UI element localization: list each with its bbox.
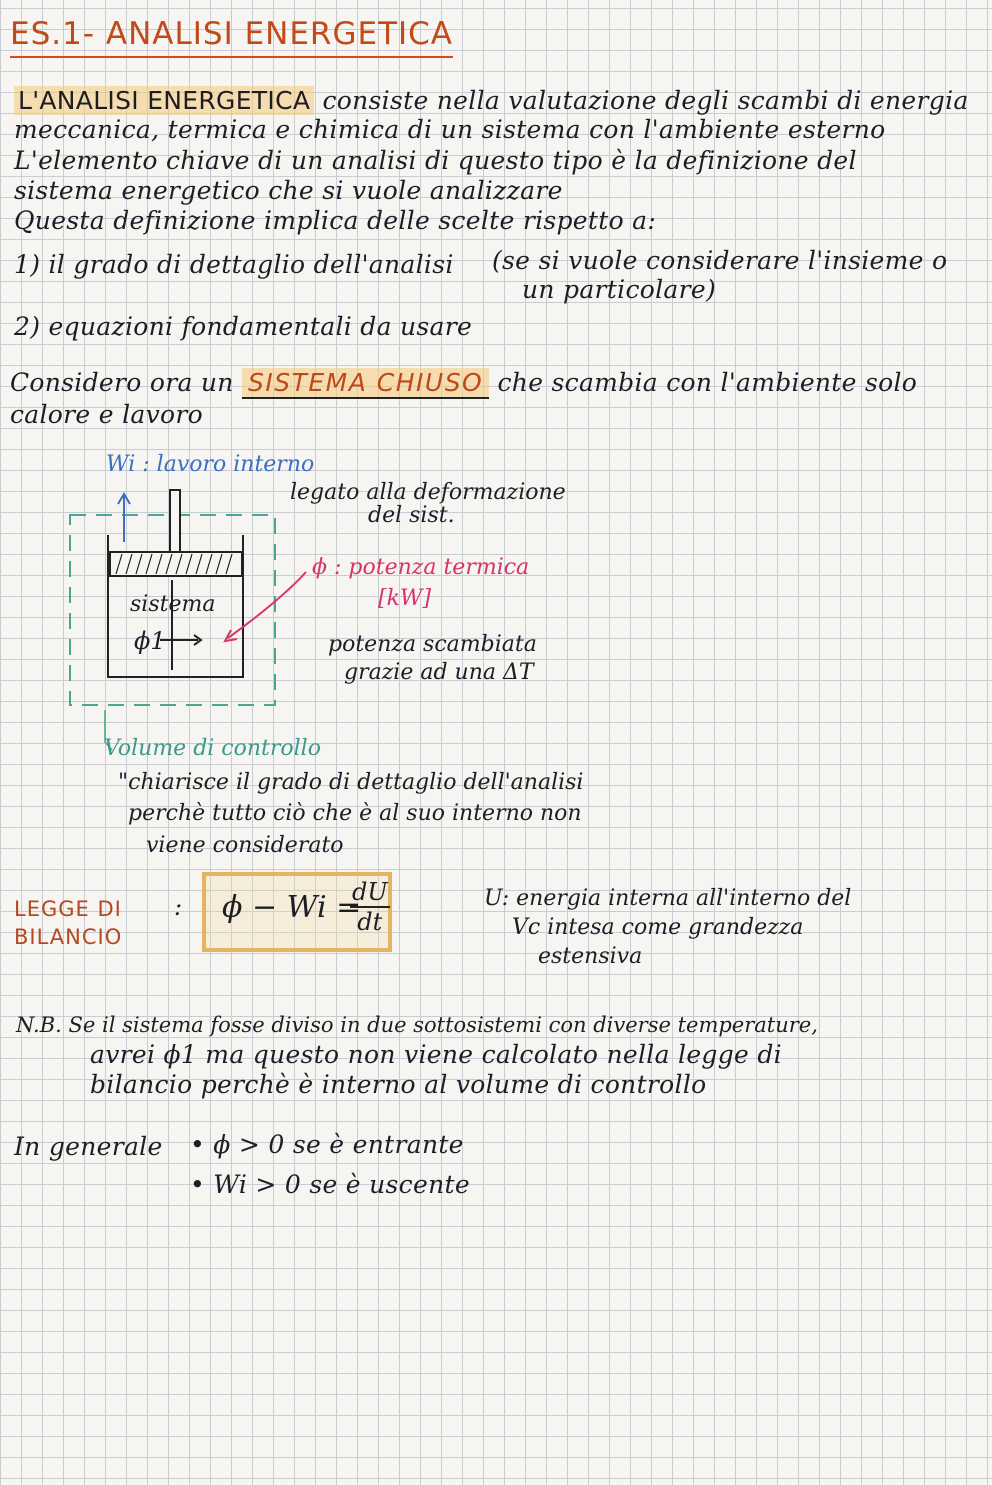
balance-law-label-line-2: BILANCIO [14, 925, 123, 949]
control-volume-label: Volume di controllo [104, 736, 321, 761]
list-item-2: 2) equazioni fondamentali da usare [14, 312, 473, 341]
note-line-2: avrei ϕ1 ma questo non viene calcolato nella legge di [90, 1040, 782, 1069]
note-line-3: bilancio perchè è interno al volume di controllo [90, 1070, 707, 1099]
heat-arrow [228, 572, 306, 638]
sistema-label: sistema [130, 592, 216, 617]
sign-rule-2: • Wi > 0 se è uscente [190, 1170, 470, 1199]
intro-line-1-rest: consiste nella valutazione degli scambi di energia [322, 86, 969, 115]
closed-system-suffix: che scambia con l'ambiente solo [497, 368, 918, 397]
control-volume-desc-line-1: "chiarisce il grado di dettaglio dell'analisi [118, 770, 584, 795]
balance-law-label-line-1: LEGGE DI [14, 897, 122, 921]
piston-rod [170, 490, 180, 552]
heat-unit: [kW] [378, 586, 432, 611]
closed-system-line-2: calore e lavoro [10, 400, 203, 429]
signs-prefix: In generale [14, 1132, 163, 1161]
term-analisi-energetica: L'ANALISI ENERGETICA [14, 86, 314, 115]
term-sistema-chiuso: SISTEMA CHIUSO [242, 368, 489, 399]
list-item-1-note-line-1: (se si vuole considerare l'insieme o [492, 246, 948, 275]
heat-label: ϕ : potenza termica [312, 555, 530, 580]
list-item-1: 1) il grado di dettaglio dell'analisi [14, 250, 454, 279]
work-desc-line-1: legato alla deformazione [290, 480, 566, 505]
control-volume-desc-line-2: perchè tutto ciò che è al suo interno non [128, 801, 582, 826]
page-title: ES.1- ANALISI ENERGETICA [10, 16, 453, 58]
equation-fraction-bar: dt [350, 906, 390, 936]
control-volume-desc-line-3: viene considerato [146, 833, 344, 858]
heat-desc-line-1: potenza scambiata [328, 632, 537, 657]
u-desc-line-1: U: energia interna all'interno del [484, 886, 852, 911]
intro-line-5: Questa definizione implica delle scelte rispetto a: [14, 206, 657, 235]
closed-system-line-1 [10, 368, 917, 398]
work-label: Wi : lavoro interno [106, 452, 315, 477]
sign-rule-1: • ϕ > 0 se è entrante [190, 1130, 464, 1159]
work-desc-line-2: del sist. [368, 503, 455, 528]
u-desc-line-2: Vc intesa come grandezza [512, 915, 804, 940]
equation-numerator: dU [352, 878, 388, 906]
equation-fraction [352, 878, 388, 936]
intro-line-1 [14, 86, 969, 116]
intro-line-2: meccanica, termica e chimica di un sistema con l'ambiente esterno [14, 115, 886, 144]
u-desc-line-3: estensiva [538, 944, 643, 969]
intro-line-3: L'elemento chiave di un analisi di questo tipo è la definizione del [14, 146, 857, 175]
heat-desc-line-2: grazie ad una ΔT [344, 660, 534, 685]
balance-colon: : [174, 893, 183, 921]
closed-system-prefix: Considero ora un [10, 368, 234, 397]
equation-left-side: ϕ − Wi = [222, 890, 362, 925]
phi1-label: ϕ1 [134, 627, 166, 655]
list-item-1-note-line-2: un particolare) [522, 275, 717, 304]
balance-law-label [14, 895, 122, 951]
intro-line-4: sistema energetico che si vuole analizzare [14, 176, 563, 205]
note-line-1: N.B. Se il sistema fosse diviso in due sottosistemi con diverse temperature, [16, 1013, 818, 1037]
